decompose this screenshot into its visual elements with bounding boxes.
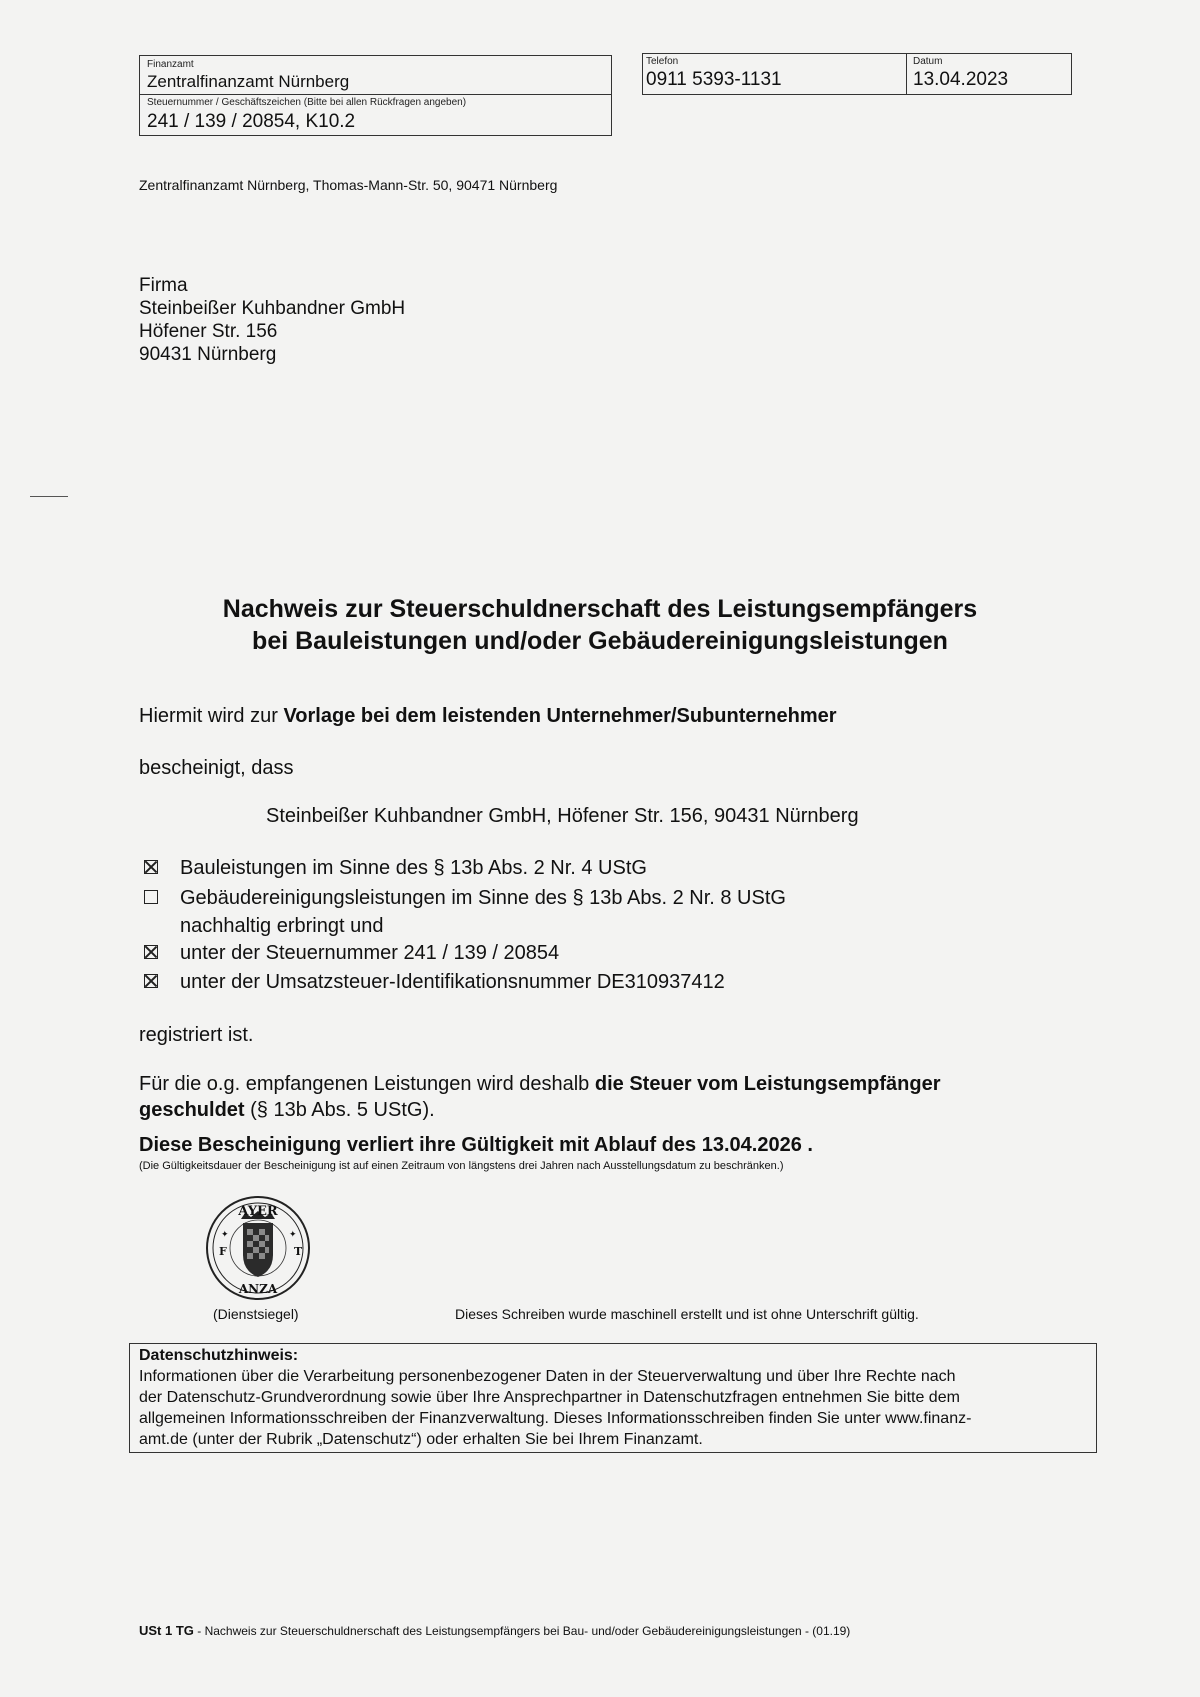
svg-text:✦: ✦ <box>221 1229 229 1239</box>
form-footer-text: - Nachweis zur Steuerschuldnerschaft des Leistungsempfängers bei Bau- und/oder Gebäudereinigungsleistungen - (01.19) <box>193 1624 851 1638</box>
steuernummer-value: 241 / 139 / 20854, K10.2 <box>147 111 356 132</box>
privacy-title: Datenschutzhinweis: <box>139 1347 299 1364</box>
recipient-line: Höfener Str. 156 <box>139 321 278 342</box>
form-code: USt 1 TG <box>139 1623 194 1638</box>
validity-note: (Die Gültigkeitsdauer der Bescheinigung ist auf einen Zeitraum von längstens drei Jahren nach Ausstellungsdatum zu beschränken.) <box>139 1160 784 1172</box>
datum-value: 13.04.2023 <box>913 69 1009 90</box>
document-title <box>0 593 1200 657</box>
nachhaltig-text: nachhaltig erbringt und <box>180 915 384 937</box>
title-line: Nachweis zur Steuerschuldnerschaft des Leistungsempfängers <box>222 595 978 623</box>
steuer-prefix: Für die o.g. empfangenen Leistungen wird deshalb <box>139 1073 595 1095</box>
svg-text:T: T <box>294 1245 303 1258</box>
svg-text:✦: ✦ <box>289 1229 297 1239</box>
datum-caption: Datum <box>913 56 943 67</box>
intro-prefix: Hiermit wird zur <box>139 705 284 727</box>
checkbox-label: unter der Umsatzsteuer-Identifikationsnummer DE310937412 <box>180 971 725 993</box>
official-seal <box>205 1195 311 1301</box>
checkbox-checked[interactable] <box>144 945 158 959</box>
company-line: Steinbeißer Kuhbandner GmbH, Höfener Str. 156, 90431 Nürnberg <box>266 805 859 827</box>
form-footer <box>139 1623 850 1638</box>
finanzamt-value: Zentralfinanzamt Nürnberg <box>147 72 350 91</box>
fold-mark <box>30 496 68 497</box>
privacy-text <box>139 1366 971 1450</box>
checkbox-label: unter der Steuernummer 241 / 139 / 20854 <box>180 942 560 964</box>
steuer-suffix: (§ 13b Abs. 5 UStG). <box>244 1099 435 1121</box>
privacy-line: allgemeinen Informationsschreiben der Finanzverwaltung. Dieses Informationsschreiben finden Sie unter www.finanz- <box>139 1410 972 1427</box>
checkbox-checked[interactable] <box>144 860 158 874</box>
svg-text:ANZA: ANZA <box>238 1282 278 1296</box>
svg-text:AYER: AYER <box>238 1204 278 1219</box>
seal-caption: (Dienstsiegel) <box>213 1306 299 1322</box>
seal-emblem-icon <box>205 1195 311 1301</box>
telefon-value: 0911 5393-1131 <box>646 69 782 90</box>
steuer-bold-2: geschuldet <box>139 1099 245 1121</box>
steuer-bold-1: die Steuer vom Leistungsempfänger <box>594 1073 941 1095</box>
intro-text <box>139 703 837 729</box>
finanzamt-box-divider <box>139 94 612 95</box>
recipient-address <box>139 274 405 366</box>
svg-text:F: F <box>219 1245 227 1258</box>
telefon-caption: Telefon <box>646 56 679 67</box>
recipient-line: 90431 Nürnberg <box>139 344 277 365</box>
checkbox-checked[interactable] <box>144 974 158 988</box>
checkbox-unchecked[interactable] <box>144 890 158 904</box>
sender-address: Zentralfinanzamt Nürnberg, Thomas-Mann-Str. 50, 90471 Nürnberg <box>139 177 558 193</box>
intro-bold: Vorlage bei dem leistenden Unternehmer/Subunternehmer <box>283 705 837 727</box>
privacy-line: Informationen über die Verarbeitung personenbezogener Daten in der Steuerverwaltung und über Ihre Rechte nach <box>139 1368 956 1385</box>
registriert-text: registriert ist. <box>139 1024 254 1046</box>
validity-statement: Diese Bescheinigung verliert ihre Gültigkeit mit Ablauf des 13.04.2026 . <box>139 1134 813 1156</box>
privacy-line: amt.de (unter der Rubrik „Datenschutz“) oder erhalten Sie bei Ihrem Finanzamt. <box>139 1431 703 1448</box>
bescheinigt-text: bescheinigt, dass <box>139 757 294 779</box>
checkbox-label: Gebäudereinigungsleistungen im Sinne des § 13b Abs. 2 Nr. 8 UStG <box>180 887 786 909</box>
contact-box-divider <box>906 53 907 95</box>
title-line: bei Bauleistungen und/oder Gebäudereinigungsleistungen <box>252 627 948 655</box>
recipient-line: Firma <box>139 275 188 296</box>
steuernummer-caption: Steuernummer / Geschäftszeichen (Bitte bei allen Rückfragen angeben) <box>147 97 467 108</box>
checkbox-label: Bauleistungen im Sinne des § 13b Abs. 2 Nr. 4 UStG <box>180 857 647 879</box>
privacy-line: der Datenschutz-Grundverordnung sowie über Ihre Ansprechpartner in Datenschutzfragen entnehmen Sie bitte dem <box>139 1389 960 1406</box>
finanzamt-caption: Finanzamt <box>147 59 194 70</box>
steuer-statement <box>139 1071 941 1097</box>
recipient-line: Steinbeißer Kuhbandner GmbH <box>139 298 406 319</box>
steuer-statement-cont <box>139 1097 435 1123</box>
machine-note: Dieses Schreiben wurde maschinell erstellt und ist ohne Unterschrift gültig. <box>455 1306 919 1322</box>
